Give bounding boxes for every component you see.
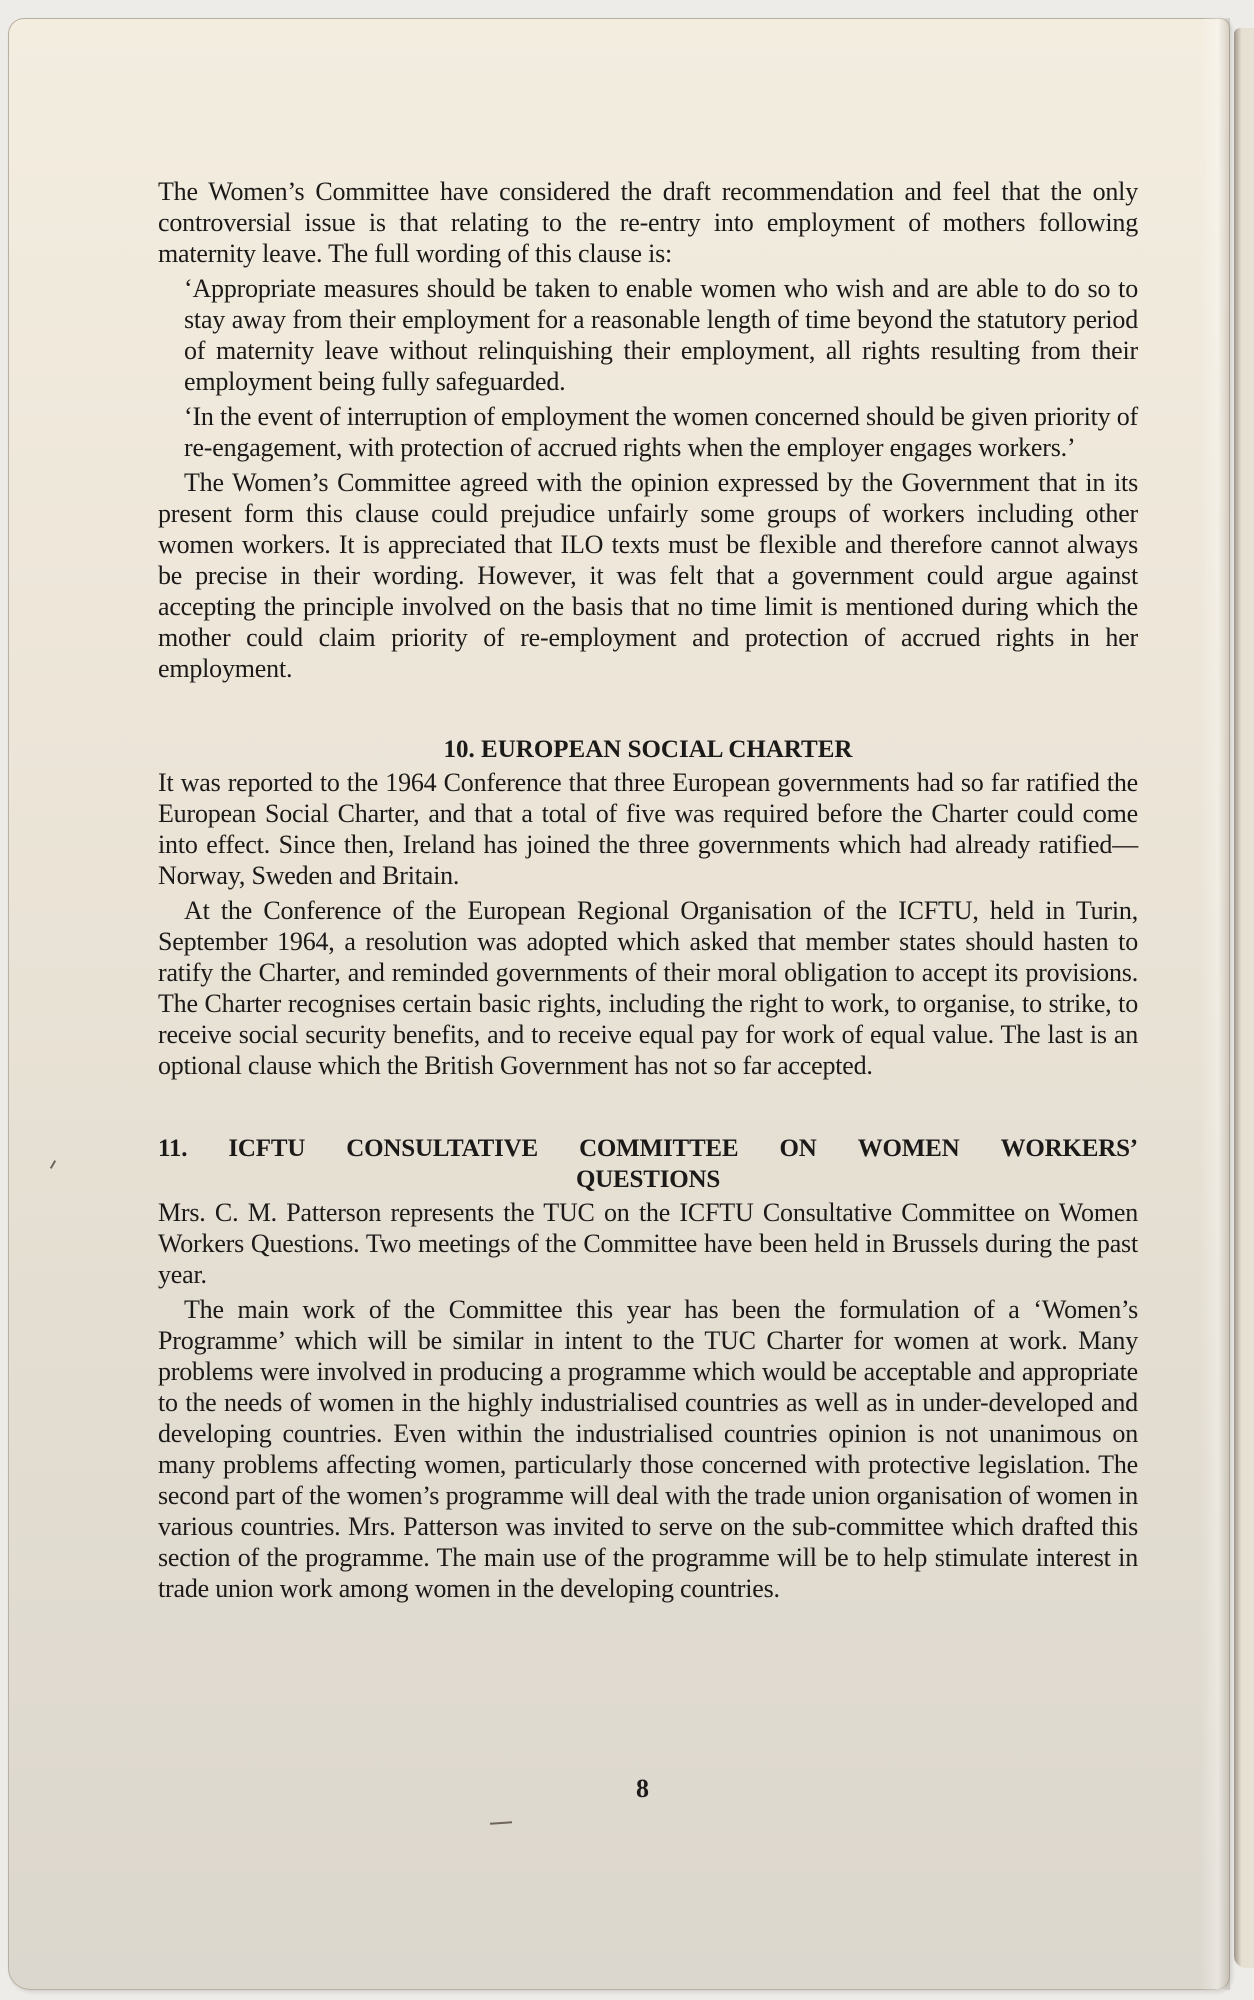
- heading-word: ON: [779, 1135, 817, 1162]
- section-11-heading-line-1: [158, 1133, 1138, 1164]
- section-11-paragraph-1: Mrs. C. M. Patterson represents the TUC on the ICFTU Consultative Committee on Women Workers Questions. Two meetings of the Committee have been held in Brussels during the past year.: [158, 1198, 1138, 1289]
- section-10-paragraph-1: It was reported to the 1964 Conference that three European governments had so far ratified the European Social Charter, and that a total of five was required before the Charter could come into effect. Since then, Ireland has joined the three governments which had already ratified—Norway, Sweden and Britain.: [158, 768, 1138, 890]
- intro-paragraph-2: The Women’s Committee agreed with the opinion expressed by the Government that in its present form this clause could prejudice unfairly some groups of workers including other women workers. It is appreciated that ILO texts must be flexible and therefore cannot always be precise in their wording. However, it was felt that a government could argue against accepting the principle involved on the basis that no time limit is mentioned during which the mother could claim priority of re-employment and protection of accrued rights in her employment.: [158, 468, 1138, 683]
- page-number: 8: [636, 1774, 649, 1803]
- section-10-paragraph-2: At the Conference of the European Regional Organisation of the ICFTU, held in Turin, September 1964, a resolution was adopted which asked that member states should hasten to ratify the Charter, and reminded governments of their moral obligation to accept its provisions. The Charter recognises certain basic rights, including the right to work, to organise, to strike, to receive social security benefits, and to receive equal pay for work of equal value. The last is an optional clause which the British Government has not so far accepted.: [158, 896, 1138, 1080]
- section-11-heading: [158, 1133, 1138, 1195]
- section-10-heading: 10. EUROPEAN SOCIAL CHARTER: [443, 736, 853, 763]
- section-spacer: [158, 688, 1138, 734]
- heading-word: COMMITTEE: [579, 1135, 739, 1162]
- adjacent-page-edge: [1234, 28, 1254, 1968]
- page-body: [158, 176, 1138, 1608]
- quoted-clause-1: ‘Appropriate measures should be taken to enable women who wish and are able to do so to stay away from their employment for a reasonable length of time beyond the statutory period of maternity leave without relinquishing their employment, all rights resulting from their employment being fully safeguarded.: [184, 274, 1138, 396]
- intro-paragraph-1: The Women’s Committee have considered the draft recommendation and feel that the only controversial issue is that relating to the re-entry into employment of mothers following maternity leave. The full wording of this clause is:: [158, 177, 1138, 268]
- section-11-paragraph-2: The main work of the Committee this year has been the formulation of a ‘Women’s Programme’ which will be similar in intent to the TUC Charter for women at work. Many problems were involved in producing a programme which would be acceptable and appropriate to the needs of women in the highly industrialised countries as well as in under-developed and developing countries. Even within the industrialised countries opinion is not unanimous on many problems affecting women, particularly those concerned with protective legislation. The second part of the women’s programme will deal with the trade union organisation of women in various countries. Mrs. Patterson was invited to serve on the sub-committee which drafted this section of the programme. The main use of the programme will be to help stimulate interest in trade union work among women in the developing countries.: [158, 1295, 1138, 1603]
- section-11-heading-line-2: QUESTIONS: [575, 1166, 721, 1193]
- heading-word: WORKERS’: [1000, 1135, 1138, 1162]
- heading-word: ICFTU: [228, 1135, 306, 1162]
- section-spacer: [158, 1085, 1138, 1133]
- heading-word: 11.: [158, 1135, 188, 1162]
- quoted-clause-2: ‘In the event of interruption of employment the women concerned should be given priority of re-engagement, with protection of accrued rights when the employer engages workers.’: [184, 402, 1138, 462]
- heading-word: CONSULTATIVE: [346, 1135, 538, 1162]
- heading-word: WOMEN: [857, 1135, 960, 1162]
- page-fold-shadow: [1200, 18, 1230, 1990]
